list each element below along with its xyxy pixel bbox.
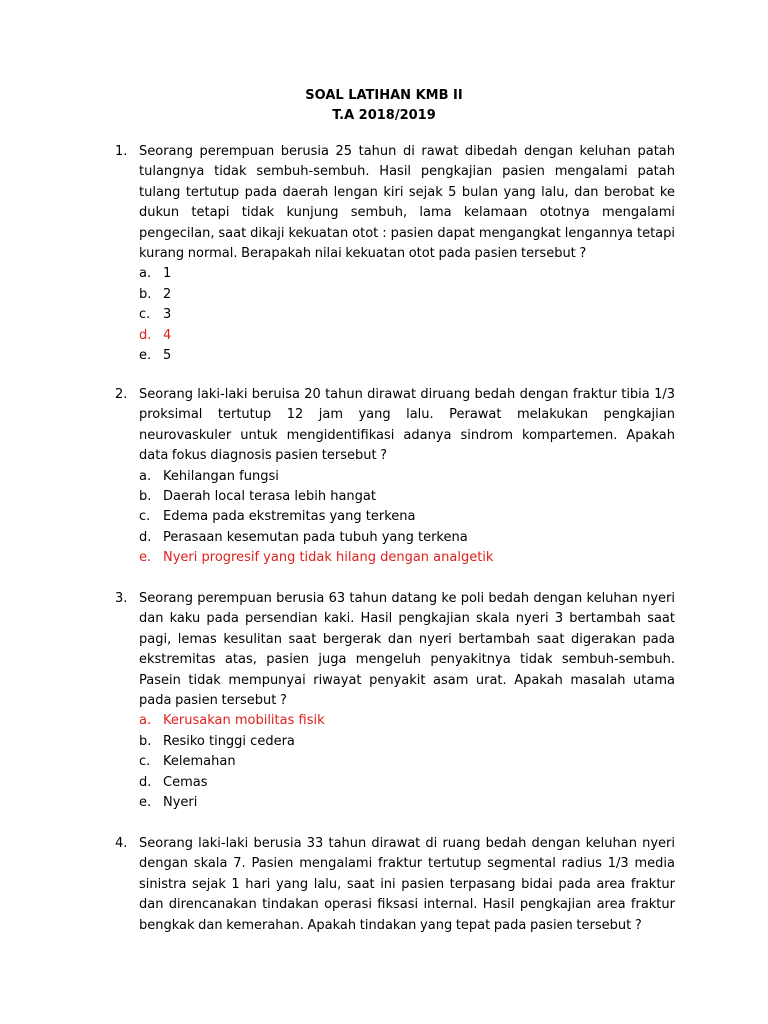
option-letter: b. — [139, 489, 152, 505]
option-d — [139, 326, 675, 346]
question-number: 3. — [115, 591, 128, 606]
option-d — [139, 528, 675, 548]
answer-options — [139, 711, 675, 813]
option-text: Kehilangan fungsi — [163, 468, 279, 484]
question-text: Seorang perempuan berusia 25 tahun di rawat dibedah dengan keluhan patah tulangnya tidak sembuh-sembuh. Hasil pengkajian pasien mengalami patah tulang tertutup pada daerah lengan kiri sejak 5 bulan yang lalu, dan berobat ke dukun tetapi tidak kunjung sembuh, lama kelamaan ototnya mengalami pengecilan, saat dikaji kekuatan otot : pasien dapat mengangkat lengannya tetapi kurang normal. Berapakah nilai kekuatan otot pada pasien tersebut ? — [139, 144, 675, 262]
question-number: 2. — [115, 387, 128, 402]
option-a — [139, 467, 675, 487]
document-title: SOAL LATIHAN KMB II — [305, 88, 463, 103]
option-letter: a. — [139, 468, 152, 484]
option-a — [139, 711, 675, 731]
option-text: Nyeri progresif yang tidak hilang dengan analgetik — [163, 550, 494, 566]
option-letter: d. — [139, 774, 152, 790]
question-text: Seorang laki-laki berusia 33 tahun dirawat di ruang bedah dengan keluhan nyeri dengan skala 7. Pasien mengalami fraktur tertutup segmental radius 1/3 media sinistra sejak 1 hari yang lalu, saat ini pasien terpasang bidai pada area fraktur dan direncanakan tindakan operasi fiksasi internal. Hasil pengkajian area fraktur bengkak dan kemerahan. Apakah tindakan yang tepat pada pasien tersebut ? — [139, 836, 675, 933]
option-d — [139, 773, 675, 793]
option-letter: e. — [139, 795, 152, 810]
option-letter: c. — [139, 509, 151, 525]
option-a — [139, 264, 675, 284]
option-letter: e. — [139, 550, 152, 566]
option-letter: d. — [139, 327, 152, 343]
option-e — [139, 548, 675, 568]
option-text: Cemas — [163, 774, 208, 790]
question-1 — [115, 142, 675, 366]
option-letter: e. — [139, 348, 152, 363]
option-text: 1 — [163, 266, 172, 282]
option-letter: c. — [139, 307, 151, 323]
answer-options — [139, 467, 675, 569]
option-letter: d. — [139, 529, 152, 545]
option-text: 4 — [163, 327, 172, 343]
question-number: 4. — [115, 836, 128, 851]
question-text: Seorang perempuan berusia 63 tahun datang ke poli bedah dengan keluhan nyeri dan kaku pada persendian kaki. Hasil pengkajian skala nyeri 3 bertambah saat pagi, lemas kesulitan saat bergerak dan nyeri bertambah saat digerakan pada ekstremitas atas, pasien juga mengeluh penyakitnya tidak sembuh-sembuh. Pasein tidak mempunyai riwayat penyakit asam urat. Apakah masalah utama pada pasien tersebut ? — [139, 591, 675, 709]
option-letter: a. — [139, 266, 152, 282]
option-letter: b. — [139, 733, 152, 749]
option-text: 2 — [163, 286, 172, 302]
option-text: Nyeri — [163, 795, 198, 810]
answer-options — [139, 264, 675, 366]
option-letter: b. — [139, 286, 152, 302]
question-number: 1. — [115, 144, 128, 159]
option-text: Daerah local terasa lebih hangat — [163, 489, 376, 505]
option-text: Resiko tinggi cedera — [163, 733, 295, 749]
question-4 — [115, 834, 675, 936]
document-subtitle: T.A 2018/2019 — [332, 108, 436, 123]
option-letter: c. — [139, 754, 151, 770]
option-c — [139, 305, 675, 325]
option-text: 3 — [163, 307, 172, 323]
option-b — [139, 732, 675, 752]
option-b — [139, 285, 675, 305]
option-e — [139, 793, 675, 813]
option-text: Edema pada ekstremitas yang terkena — [163, 509, 416, 525]
question-3 — [115, 589, 675, 813]
option-c — [139, 752, 675, 772]
option-c — [139, 507, 675, 527]
option-text: Kelemahan — [163, 754, 236, 770]
option-b — [139, 487, 675, 507]
option-text: Kerusakan mobilitas fisik — [163, 713, 325, 729]
option-text: 5 — [163, 348, 172, 363]
option-letter: a. — [139, 713, 152, 729]
question-text: Seorang laki-laki beruisa 20 tahun dirawat diruang bedah dengan fraktur tibia 1/3 proksimal tertutup 12 jam yang lalu. Perawat melakukan pengkajian neurovaskuler untuk mengidentifikasi adanya sindrom kompartemen. Apakah data fokus diagnosis pasien tersebut ? — [139, 387, 675, 464]
question-2 — [115, 385, 675, 569]
option-text: Perasaan kesemutan pada tubuh yang terkena — [163, 529, 468, 545]
option-e — [139, 346, 675, 366]
